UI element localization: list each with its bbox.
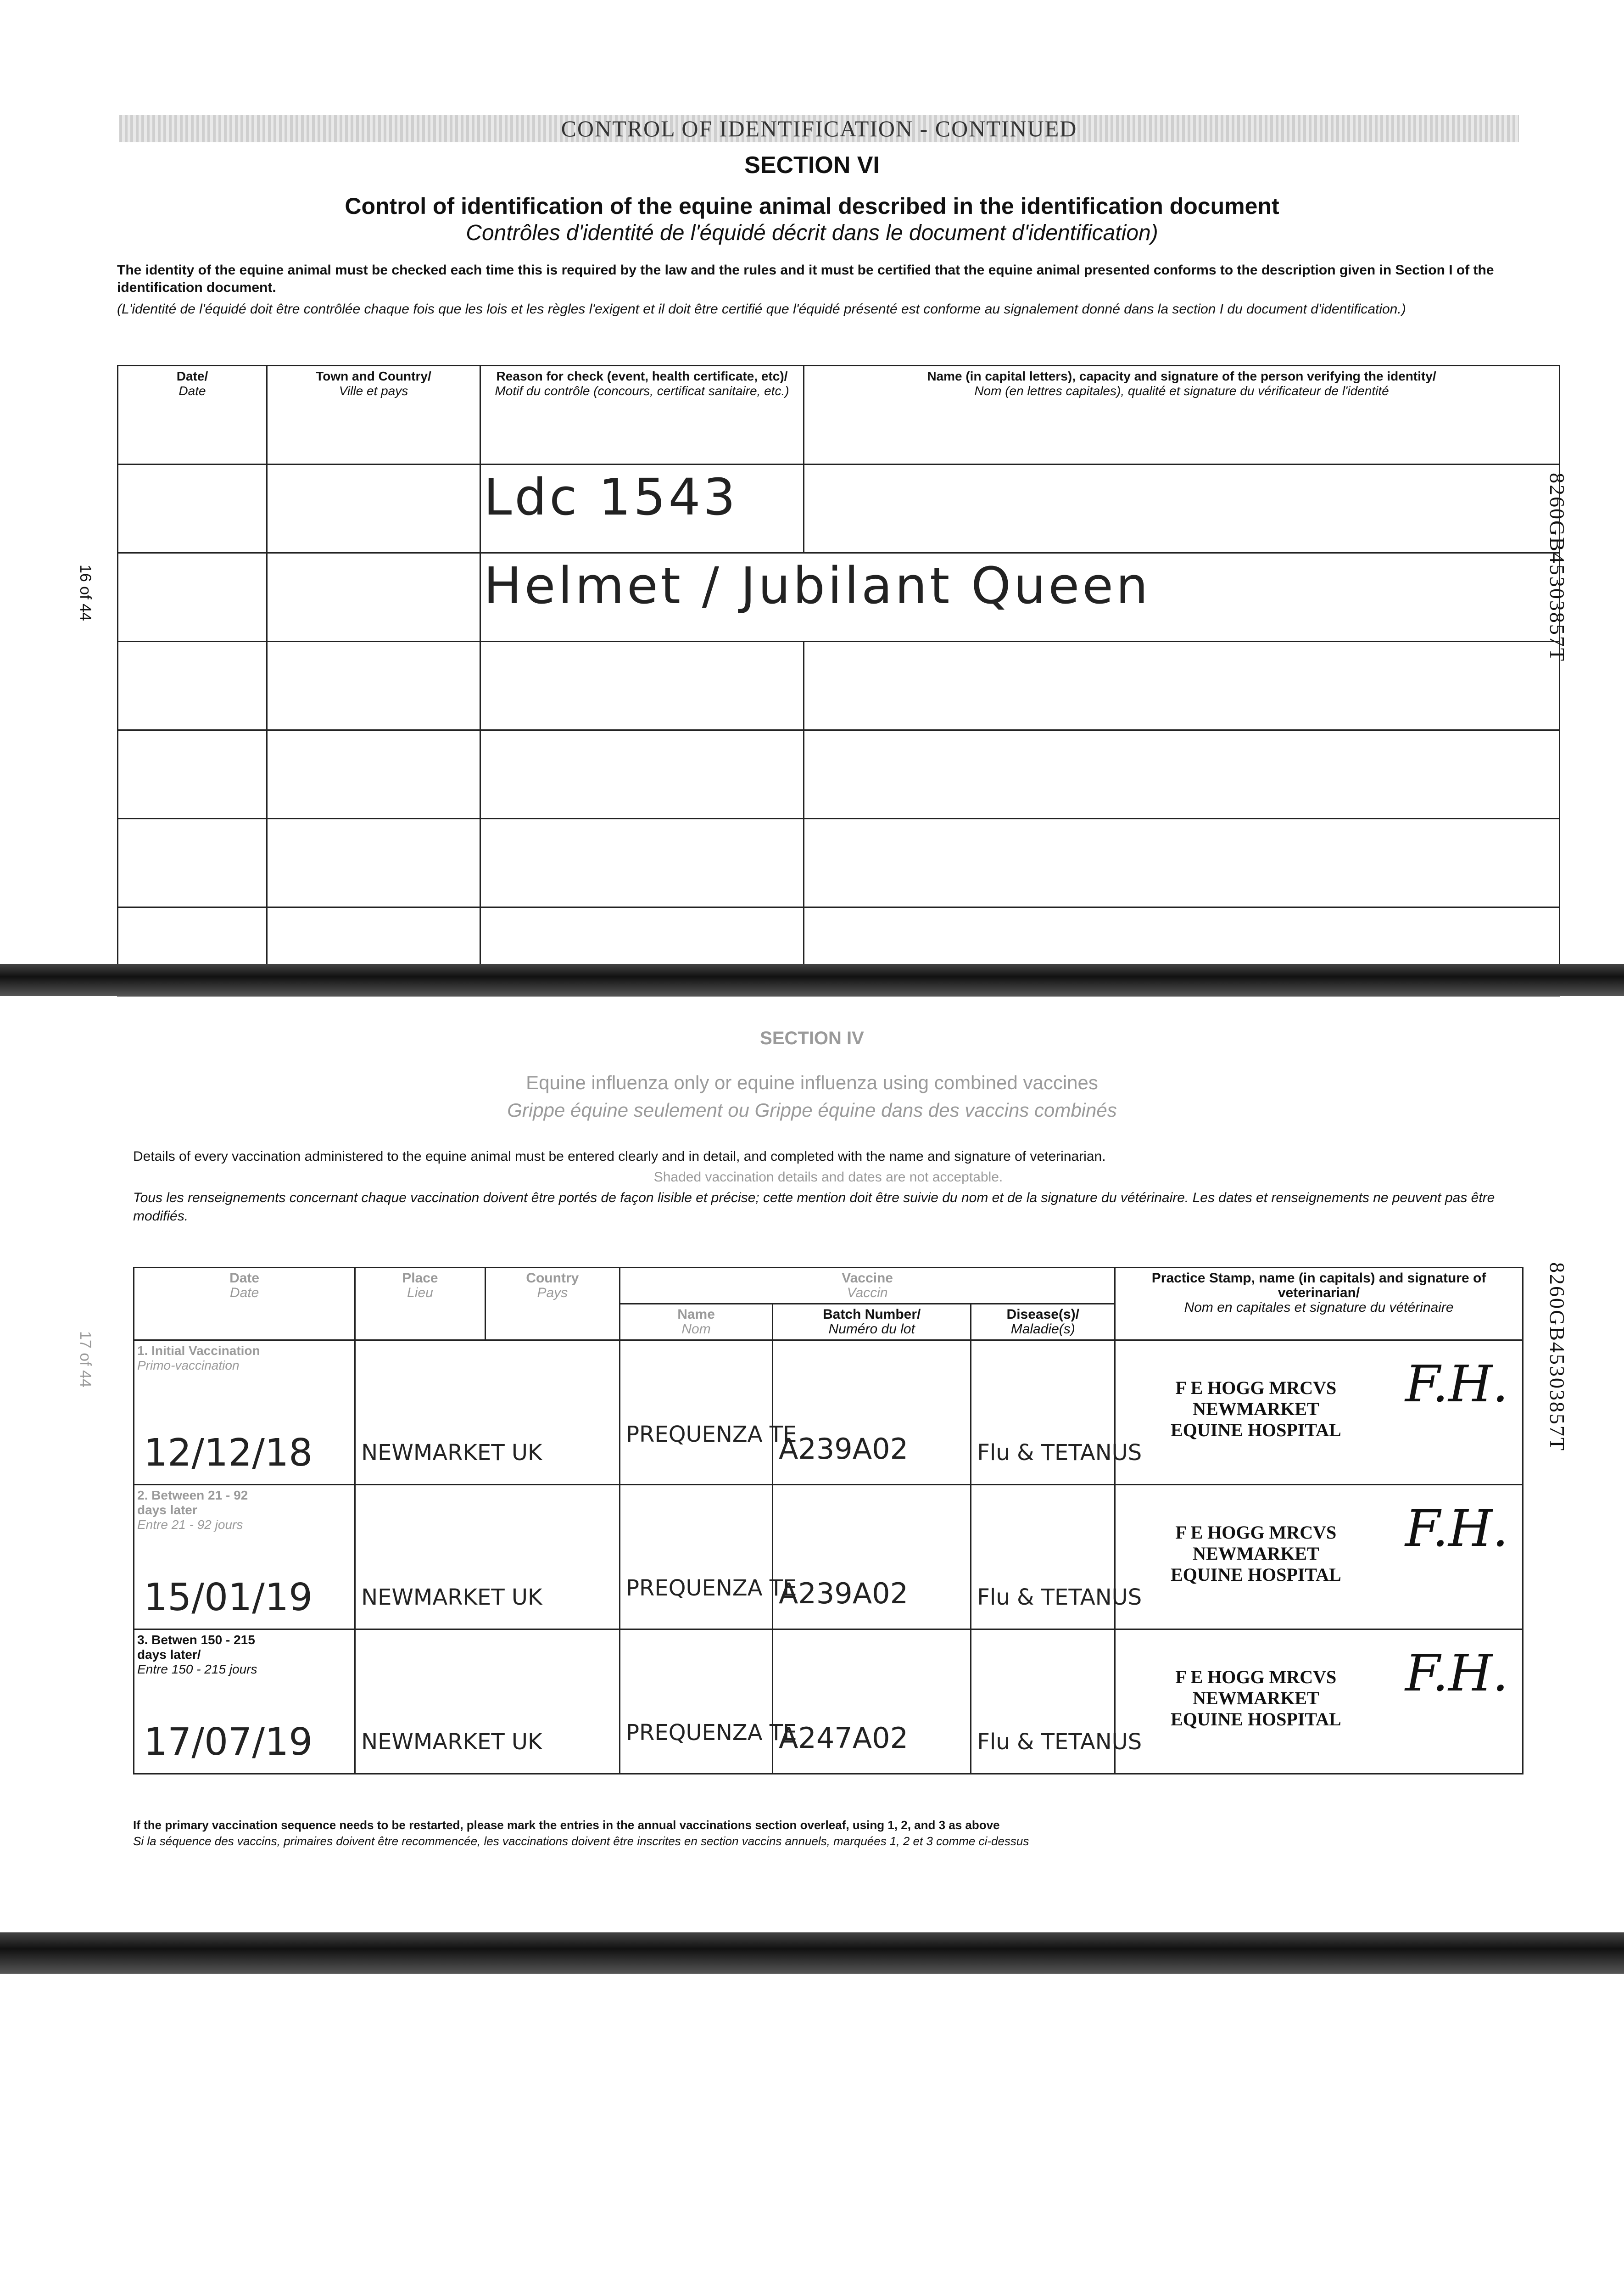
vaccine-name-cell: PREQUENZA TE — [620, 1485, 773, 1629]
disease-cell: Flu & TETANUS — [971, 1629, 1115, 1774]
section-vi-intro-fr: (L'identité de l'équidé doit être contrôlée chaque fois que les lois et les règles l'exigent et il doit être certifié que l'équidé présenté est conforme au signalement donné dans la section I du document d'identification.) — [117, 302, 1406, 317]
vet-stamp-cell — [1115, 1629, 1523, 1774]
header-reason: Reason for check (event, health certificate, etc)/ Motif du contrôle (concours, certificat sanitaire, etc.) — [480, 366, 804, 465]
vaccination-date-cell: 1. Initial Vaccination Primo-vaccination 12/12/18 — [134, 1340, 355, 1485]
vaccine-name-cell: PREQUENZA TE — [620, 1340, 773, 1485]
vet-stamp: F E HOGG MRCVS NEWMARKET EQUINE HOSPITAL — [1171, 1377, 1341, 1440]
vet-stamp-cell — [1115, 1485, 1523, 1629]
page-number-top: 16 of 44 — [77, 565, 94, 621]
vaccine-name-cell: PREQUENZA TE — [620, 1629, 773, 1774]
identity-check-header-row — [118, 366, 1560, 465]
section-iv-title: SECTION IV — [760, 1028, 864, 1048]
page-fold-divider — [0, 964, 1624, 996]
reason-cell: Ldc 1543 — [480, 465, 804, 553]
identity-check-table — [117, 365, 1560, 996]
section-vi-subtitle-en: Control of identification of the equine animal described in the identification document — [345, 193, 1279, 219]
vaccination-place-cell: NEWMARKET UK — [355, 1629, 620, 1774]
batch-number-cell: A239A02 — [773, 1485, 971, 1629]
table-row — [134, 1340, 1523, 1485]
vaccination-header-row — [134, 1268, 1523, 1304]
section-iv-subtitle-fr: Grippe équine seulement ou Grippe équine dans des vaccins combinés — [507, 1099, 1117, 1121]
table-row — [118, 465, 1560, 553]
disease-cell: Flu & TETANUS — [971, 1485, 1115, 1629]
section-iv-intro-en: Details of every vaccination administered to the equine animal must be entered clearly and in detail, and completed with the name and signature of veterinarian. — [133, 1149, 1106, 1164]
header-place: Place Lieu — [355, 1268, 485, 1340]
section-vi-title: SECTION VI — [744, 152, 880, 179]
table-row — [134, 1485, 1523, 1629]
page-fold-divider-bottom — [0, 1932, 1624, 1974]
vaccination-table — [133, 1267, 1524, 1774]
header-town: Town and Country/ Ville et pays — [267, 366, 480, 465]
batch-number-cell: A239A02 — [773, 1340, 971, 1485]
disease-cell: Flu & TETANUS — [971, 1340, 1115, 1485]
vet-signature: F.H. — [1405, 1644, 1508, 1702]
table-row — [118, 730, 1560, 819]
vaccination-date-cell: 2. Between 21 - 92 days later Entre 21 - 92 jours 15/01/19 — [134, 1485, 355, 1629]
vet-stamp: F E HOGG MRCVS NEWMARKET EQUINE HOSPITAL — [1171, 1667, 1341, 1730]
passport-id-bottom: 8260GB45303857T — [1546, 1262, 1569, 1452]
vet-stamp: F E HOGG MRCVS NEWMARKET EQUINE HOSPITAL — [1171, 1522, 1341, 1585]
section-banner: CONTROL OF IDENTIFICATION - CONTINUED — [119, 115, 1519, 142]
section-iv-subtitle-en: Equine influenza only or equine influenza using combined vaccines — [526, 1072, 1098, 1093]
vaccination-place-cell: NEWMARKET UK — [355, 1340, 620, 1485]
header-batch: Batch Number/ Numéro du lot — [773, 1304, 971, 1340]
table-row — [134, 1629, 1523, 1774]
reason-cell: Helmet / Jubilant Queen — [480, 553, 1560, 642]
batch-number-cell: A247A02 — [773, 1629, 971, 1774]
vaccination-date-cell: 3. Betwen 150 - 215 days later/ Entre 150 - 215 jours 17/07/19 — [134, 1629, 355, 1774]
header-verifier: Name (in capital letters), capacity and signature of the person verifying the identity/ Nom (en lettres capitales), qualité et signature du vérificateur de l'identité — [804, 366, 1560, 465]
header-stamp: Practice Stamp, name (in capitals) and signature of veterinarian/ Nom en capitales et signature du vétérinaire — [1115, 1268, 1523, 1340]
passport-id-top: 8260GB45303857T — [1546, 473, 1569, 662]
table-row — [118, 642, 1560, 730]
table-row — [118, 819, 1560, 907]
header-vaccine: Vaccine Vaccin — [620, 1268, 1115, 1304]
vet-signature: F.H. — [1405, 1355, 1508, 1413]
header-country: Country Pays — [485, 1268, 620, 1340]
footnote-fr: Si la séquence des vaccins, primaires doivent être recommencée, les vaccinations doivent être inscrites en section vaccins annuels, marquées 1, 2 et 3 comme ci-dessus — [133, 1834, 1029, 1848]
vet-signature: F.H. — [1405, 1499, 1508, 1558]
section-iv-intro-fr: Tous les renseignements concernant chaque vaccination doivent être portés de façon lisible et précise; cette mention doit être suivie du nom et de la signature du vétérinaire. Les dates et renseignements ne peuvent pas être modifiés. — [133, 1190, 1495, 1224]
table-row — [118, 553, 1560, 642]
page-number-bottom: 17 of 44 — [77, 1331, 94, 1388]
header-date: Date/ Date — [118, 366, 267, 465]
header-disease: Disease(s)/ Maladie(s) — [971, 1304, 1115, 1340]
vet-stamp-cell — [1115, 1340, 1523, 1485]
section-vi-intro-en: The identity of the equine animal must be checked each time this is required by the law and the rules and it must be certified that the equine animal presented conforms to the description given in Section I of the identification document. — [117, 263, 1494, 295]
section-iv-intro-en2: Shaded vaccination details and dates are not acceptable. — [653, 1170, 1003, 1185]
header-vaccine-name: Name Nom — [620, 1304, 773, 1340]
footnote-en: If the primary vaccination sequence needs to be restarted, please mark the entries in the annual vaccinations section overleaf, using 1, 2, and 3 as above — [133, 1818, 1000, 1832]
section-vi-subtitle-fr: Contrôles d'identité de l'équidé décrit dans le document d'identification) — [466, 221, 1158, 245]
header-date: Date Date — [134, 1268, 355, 1340]
vaccination-place-cell: NEWMARKET UK — [355, 1485, 620, 1629]
